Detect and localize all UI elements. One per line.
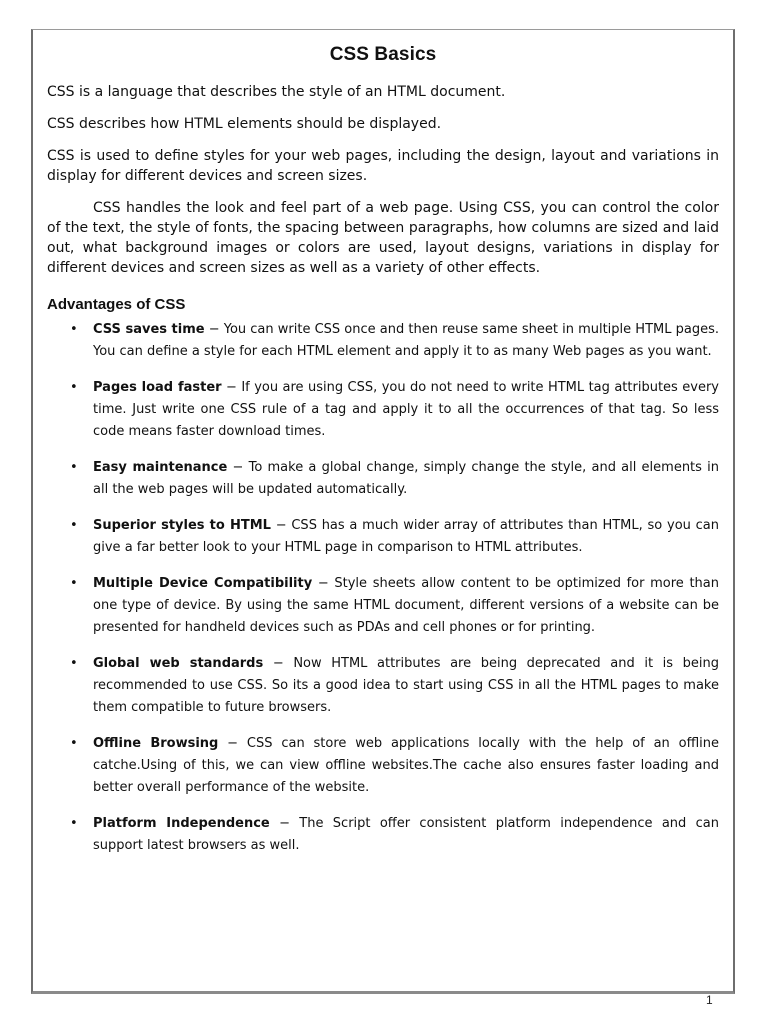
advantage-title: CSS saves time <box>93 322 205 337</box>
intro-paragraph-2: CSS describes how HTML elements should be displayed. <box>47 116 442 132</box>
bullet-icon: • <box>70 380 78 395</box>
advantage-text: − To make a global change, simply change the style, and all elements in all the web pages will be updated automatically. <box>93 460 719 497</box>
advantage-title: Superior styles to HTML <box>93 518 271 533</box>
bullet-icon: • <box>70 518 78 533</box>
advantage-title: Easy maintenance <box>93 460 228 475</box>
advantage-item <box>47 515 719 559</box>
bullet-icon: • <box>70 460 78 475</box>
intro-paragraph-1: CSS is a language that describes the style of an HTML document. <box>47 84 506 100</box>
advantage-item <box>47 377 719 443</box>
bullet-icon: • <box>70 816 78 831</box>
advantage-item <box>47 653 719 719</box>
advantage-item <box>47 573 719 639</box>
intro-paragraph-3: CSS is used to define styles for your web pages, including the design, layout and variations in display for different devices and screen sizes. <box>47 148 719 184</box>
advantage-title: Multiple Device Compatibility <box>93 576 313 591</box>
advantages-list <box>47 319 719 857</box>
advantage-title: Platform Independence <box>93 816 270 831</box>
advantage-title: Global web standards <box>93 656 264 671</box>
advantage-text: − If you are using CSS, you do not need to write HTML tag attributes every time. Just write one CSS rule of a tag and apply it to all the occurrences of that tag. So less code means faster download times. <box>93 380 719 439</box>
advantage-item <box>47 319 719 363</box>
bullet-icon: • <box>70 736 78 751</box>
intro-paragraph-4: CSS handles the look and feel part of a web page. Using CSS, you can control the color of the text, the style of fonts, the spacing between paragraphs, how columns are sized and laid out, what background images or colors are used, layout designs, variations in display for different devices and screen sizes as well as a variety of other effects. <box>47 200 719 276</box>
advantage-item <box>47 813 719 857</box>
advantage-text: − Style sheets allow content to be optimized for more than one type of device. By using the same HTML document, different versions of a website can be presented for handheld devices such as PDAs and cell phones or for printing. <box>93 576 719 635</box>
advantage-text: − CSS has a much wider array of attributes than HTML, so you can give a far better look to your HTML page in comparison to HTML attributes. <box>93 518 719 555</box>
advantage-text: − Now HTML attributes are being deprecated and it is being recommended to use CSS. So its a good idea to start using CSS in all the HTML pages to make them compatible to future browsers. <box>93 656 719 715</box>
bullet-icon: • <box>70 576 78 591</box>
bullet-icon: • <box>70 322 78 337</box>
advantage-text: − CSS can store web applications locally with the help of an offline catche.Using of this, we can view offline websites.The cache also ensures faster loading and better overall performance of the website. <box>93 736 719 795</box>
page-number: 1 <box>706 993 713 1007</box>
advantage-title: Pages load faster <box>93 380 222 395</box>
document-body <box>47 44 719 871</box>
advantages-heading: Advantages of CSS <box>47 296 186 313</box>
advantage-text: − You can write CSS once and then reuse same sheet in multiple HTML pages. You can define a style for each HTML element and apply it to as many Web pages as you want. <box>93 322 719 359</box>
advantage-text: − The Script offer consistent platform independence and can support latest browsers as well. <box>93 816 719 853</box>
advantage-item <box>47 733 719 799</box>
advantage-title: Offline Browsing <box>93 736 219 751</box>
advantage-item <box>47 457 719 501</box>
bullet-icon: • <box>70 656 78 671</box>
document-title: CSS Basics <box>329 44 437 65</box>
